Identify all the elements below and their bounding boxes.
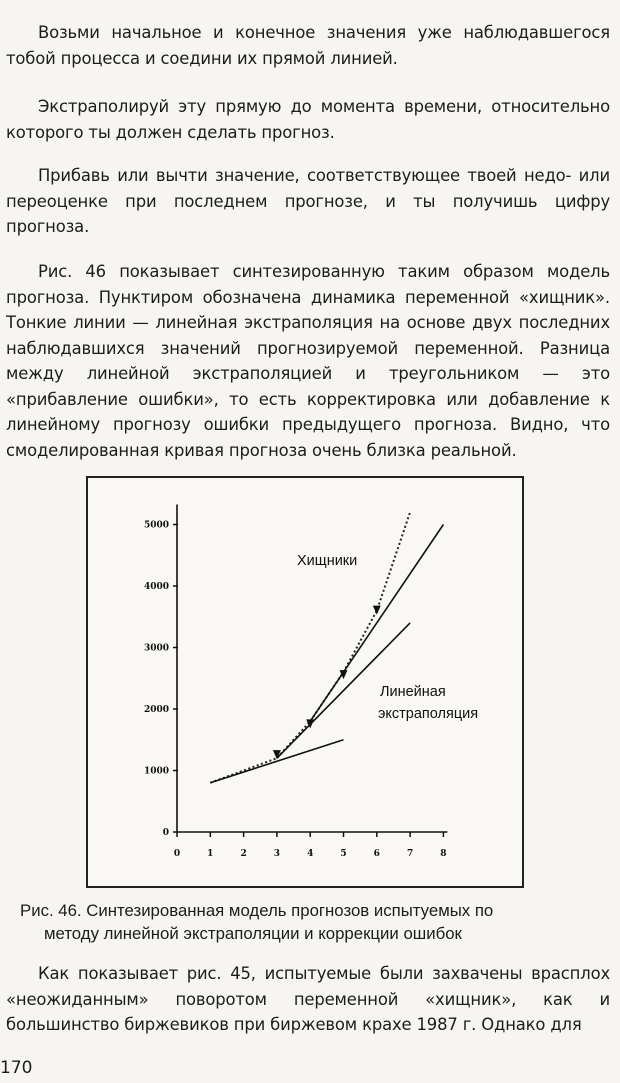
x-tick-label: 3 <box>273 849 281 859</box>
paragraph-3 <box>6 163 610 240</box>
annotation-predators: Хищники <box>297 553 358 569</box>
paragraph-2 <box>6 94 610 145</box>
x-tick-label: 1 <box>207 849 214 859</box>
x-tick-label: 7 <box>406 849 414 859</box>
triangle-marker <box>373 606 381 615</box>
figure-46-chart <box>86 476 524 888</box>
continuation-text: Как показывает рис. 45, испытуемые были захвачены врасплох «неожиданным» поворотом переменной «хищник», как и большинство биржевиков при биржевом крахе 1987 г. Однако для <box>6 964 610 1034</box>
y-tick-label: 4000 <box>143 582 169 592</box>
paragraph-1 <box>6 20 610 71</box>
annotation-extrapolation: экстраполяция <box>378 706 479 722</box>
paragraph-2-text: Экстраполируй эту прямую до момента времени, относительно которого ты должен сделать прогноз. <box>6 97 610 142</box>
figure-caption <box>20 899 610 945</box>
caption-line-1: Рис. 46. Синтезированная модель прогнозов испытуемых по <box>20 901 494 920</box>
caption-line-2: методу линейной экстраполяции и коррекции ошибок <box>44 924 462 943</box>
x-tick-label: 2 <box>240 849 247 859</box>
x-tick-label: 5 <box>340 849 347 859</box>
x-tick-label: 0 <box>173 849 181 859</box>
y-tick-label: 0 <box>162 828 169 838</box>
x-tick-label: 6 <box>373 849 380 859</box>
paragraph-3-text: Прибавь или вычти значение, соответствующее твоей недо- или переоценке при последнем прогнозе, и ты получишь цифру прогноза. <box>6 166 610 236</box>
paragraph-1-text: Возьми начальное и конечное значения уже наблюдавшегося тобой процесса и соедини их прямой линией. <box>6 23 610 68</box>
annotation-linear: Линейная <box>380 684 446 700</box>
paragraph-continuation <box>6 961 610 1038</box>
y-tick-label: 3000 <box>143 643 169 654</box>
y-tick-label: 1000 <box>143 766 169 777</box>
page-number: 170 <box>0 1058 33 1078</box>
x-tick-label: 4 <box>307 849 314 859</box>
y-tick-label: 5000 <box>143 520 169 531</box>
paragraph-4 <box>6 259 610 463</box>
chart-svg <box>88 478 522 886</box>
y-tick-label: 2000 <box>143 705 169 715</box>
x-tick-label: 8 <box>440 849 447 859</box>
paragraph-4-text: Рис. 46 показывает синтезированную таким образом модель прогноза. Пунктиром обозначена динамика переменной «хищник». Тонкие линии — линейная экстраполяция на основе двух последних наблюдавшихся значений прогнозируемой переменной. Разница между линейной экстраполяцией и треугольником — это «прибавление ошибки», то есть корректировка или добавление к линейному прогнозу ошибки предыдущего прогноза. Видно, что смоделированная кривая прогноза очень близка реальной. <box>6 262 610 460</box>
linear-extrapolation-line <box>210 740 343 783</box>
